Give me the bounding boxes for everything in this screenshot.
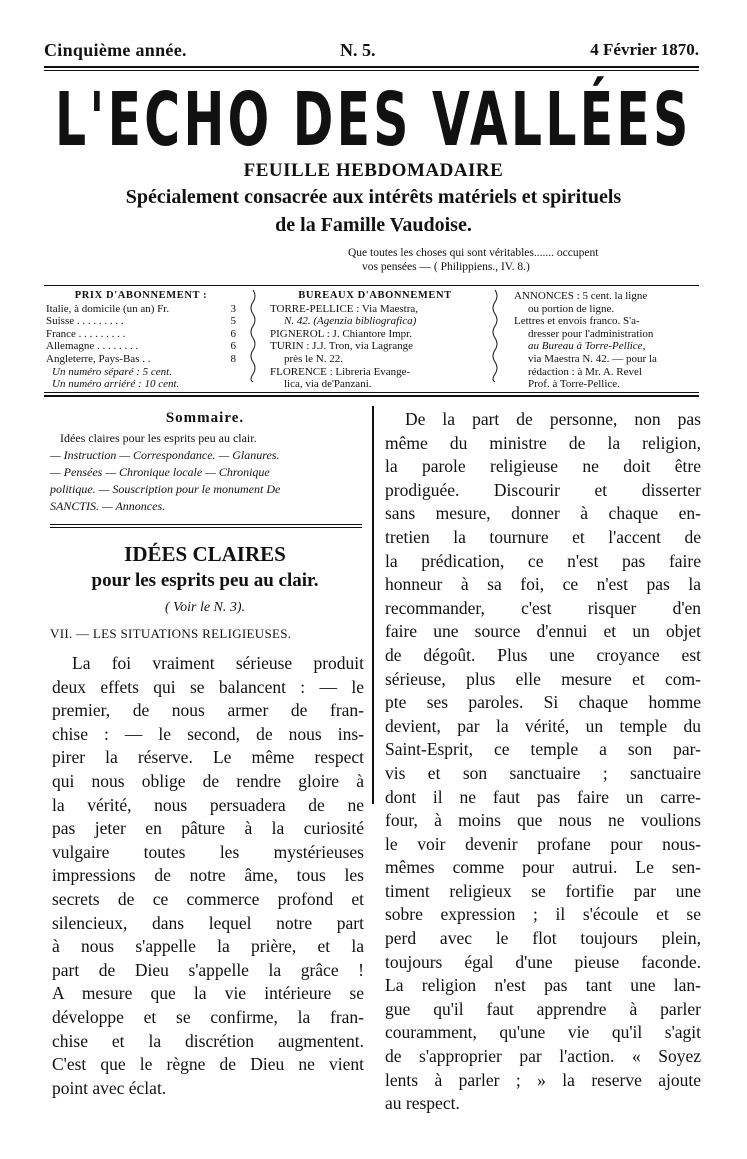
text-line: La religion n'est pas tant une lan- (385, 975, 701, 996)
top-rule (44, 66, 699, 68)
sommaire-line: SANCTIS. — Annonces. (50, 499, 166, 513)
epigraph (348, 246, 698, 274)
notice-line: rédaction : à Mr. A. Revel (528, 365, 642, 378)
subscription-offices (270, 290, 480, 391)
text-line: chise et la discrétion augmentent. (52, 1030, 364, 1051)
article-section-heading: VII. — LES SITUATIONS RELIGIEUSES. (50, 626, 292, 641)
text-line: C'est que le règne de Dieu ne vient (52, 1054, 364, 1075)
epigraph-line-2: vos pensées — ( Philippiens., IV. 8.) (362, 261, 530, 273)
price-value: 6 (230, 340, 236, 353)
notice-line: au Bureau à Torre-Pellice, (528, 340, 646, 353)
text-line: pirer la réserve. Le même respect (52, 747, 364, 768)
article-column-right (385, 408, 701, 1116)
text-line: deux effets qui se balancent : — le (52, 676, 364, 697)
sommaire-line: — Instruction — Correspondance. — Glanures. (50, 448, 280, 462)
subscription-prices (46, 290, 236, 391)
price-label: Angleterre, Pays-Bas . . (46, 352, 151, 365)
text-line: à nous s'appelle la prière, et la (52, 936, 364, 957)
text-line: Saint-Esprit, ce temple a son par- (385, 739, 701, 760)
price-row (46, 328, 236, 341)
info-rule-top (44, 285, 699, 286)
text-line: timent religieux se fortifie par une (385, 880, 701, 901)
text-line: La foi vraiment sérieuse produit (72, 653, 364, 673)
article-subtitle: pour les esprits peu au clair. (91, 570, 319, 591)
price-label: Allemagne . . . . . . . . (46, 340, 139, 353)
info-rule-bottom-thick (44, 395, 699, 397)
price-value: 3 (230, 302, 236, 315)
issue-line (44, 40, 699, 66)
article-reference: ( Voir le N. 3). (164, 600, 246, 615)
price-row (46, 303, 236, 316)
text-line: perd avec le flot toujours plein, (385, 928, 701, 949)
text-line: même du ministre de la religion, (385, 432, 701, 453)
price-value: 5 (230, 315, 236, 328)
text-line: vis et son sanctuaire ; sanctuaire (385, 762, 701, 783)
text-line: honneur à sa foi, ce n'est pas la (385, 574, 701, 595)
text-line: de dégoût. Plus une croyance est (385, 644, 701, 665)
notice-line: ANNONCES : 5 cent. la ligne (514, 290, 648, 302)
text-line: four, à moins que nous ne voulions (385, 810, 701, 831)
text-line: tretien la tournure et l'accent de (385, 526, 701, 547)
text-line: dont il ne faut pas faire un carre- (385, 786, 701, 807)
column-divider (372, 406, 374, 804)
text-line: secrets de ce commerce profond et (52, 888, 364, 909)
issue-number: N. 5. (340, 40, 376, 60)
text-line: pas jeter en pâture à la curiosité (52, 818, 364, 839)
text-line: lents à parler ; » la reserve ajoute (385, 1069, 701, 1090)
info-rule-bottom (44, 392, 699, 393)
notice-line: via Maestra N. 42. — pour la (528, 352, 657, 365)
price-value: 6 (230, 327, 236, 340)
office-line: TURIN : J.J. Tron, via Lagrange (270, 340, 413, 353)
price-value: 8 (230, 352, 236, 365)
masthead-wrapper (0, 77, 747, 163)
sommaire-rule (50, 524, 362, 525)
text-line: le voir devenir profane pour nous- (385, 833, 701, 854)
text-line: couramment, qu'une vie qu'il s'agit (385, 1022, 701, 1043)
text-line: devient, par la vérité, un temple du (385, 715, 701, 736)
bracket-divider-right (490, 288, 504, 384)
masthead-title: L'ECHO DES VALLÉES (55, 77, 692, 163)
price-row (46, 353, 236, 366)
text-line: au respect. (385, 1093, 460, 1114)
masthead-tagline: Spécialement consacrée aux intérêts matériels et spirituels (125, 186, 622, 208)
text-line: silencieux, dans lequel notre part (52, 912, 364, 933)
text-line: mêmes comme pour autrui. Le sen- (385, 857, 701, 878)
text-line: impressions de notre âme, tous les (52, 865, 364, 886)
sommaire-line: Idées claires pour les esprits peu au clair. (60, 431, 257, 445)
text-line: la prédication, ce n'est pas faire (385, 550, 701, 571)
text-line: pte ses paroles. Si chaque homme (385, 692, 701, 713)
text-line: développe et se confirme, la fran- (52, 1006, 364, 1027)
sommaire-rule-2 (50, 527, 362, 528)
office-line: PIGNEROL : J. Chiantore Impr. (270, 327, 412, 340)
price-row (46, 340, 236, 353)
notice-line: ou portion de ligne. (528, 302, 615, 315)
text-line: A mesure que la vie intérieure se (52, 983, 364, 1004)
office-line: lica, via de'Panzani. (284, 378, 372, 391)
text-line: la vérité, nous persuadera de ne (52, 794, 364, 815)
office-line: FLORENCE : Libreria Evange- (270, 365, 411, 378)
text-line: de s'approprier par l'action. « Soyez (385, 1046, 701, 1067)
text-line: sérieuse, plus elle mesure et com- (385, 668, 701, 689)
back-issue-price: Un numéro arriéré : 10 cent. (52, 378, 180, 391)
notice-line: Prof. à Torre-Pellice. (528, 378, 620, 391)
price-row (46, 315, 236, 328)
office-line: N. 42. (Agenzia bibliografica) (284, 315, 417, 328)
notices (514, 290, 702, 391)
sommaire-title: Sommaire. (165, 410, 245, 426)
price-label: France . . . . . . . . . (46, 327, 126, 340)
text-line: recommander, c'est risquer d'en (385, 597, 701, 618)
price-label: Italie, à domicile (un an) Fr. (46, 302, 170, 315)
masthead-tagline-2: de la Famille Vaudoise. (275, 214, 472, 236)
price-label: Suisse . . . . . . . . . (46, 315, 124, 328)
text-line: part de Dieu s'appelle la grâce ! (52, 959, 364, 980)
text-line: sans mesure, donner à chaque en- (385, 503, 701, 524)
epigraph-line-1: Que toutes les choses qui sont véritables....... occupent (348, 247, 599, 259)
sommaire-line: politique. — Souscription pour le monument De (50, 482, 281, 496)
text-line: toujours égal d'une pieuse faconde. (385, 951, 701, 972)
notice-line: dresser pour l'administration (528, 327, 654, 340)
masthead-subtitle: FEUILLE HEBDOMADAIRE (243, 160, 504, 181)
bracket-divider-left (248, 288, 262, 384)
text-line: chise : — le second, de nous ins- (52, 723, 364, 744)
text-line: gue qu'il faut apprendre à parler (385, 998, 701, 1019)
top-rule-thin (44, 70, 699, 71)
article-title: IDÉES CLAIRES (124, 542, 286, 566)
sommaire-line: — Pensées — Chronique locale — Chronique (50, 465, 270, 479)
issue-date: 4 Février 1870. (590, 40, 699, 59)
offices-heading: BUREAUX D'ABONNEMENT (298, 290, 452, 301)
subscription-heading: PRIX D'ABONNEMENT : (74, 290, 208, 301)
text-line: la parole religieuse ne doit être (385, 456, 701, 477)
office-line: TORRE-PELLICE : Via Maestra, (270, 302, 419, 315)
text-line: qui nous oblige de rendre gloire à (52, 770, 364, 791)
text-line: prodiguée. Discourir et disserter (385, 479, 701, 500)
text-line: De la part de personne, non pas (405, 409, 701, 429)
text-line: vulgaire toutes les mystérieuses (52, 841, 364, 862)
article-column-left (52, 652, 364, 1100)
notice-line: Lettres et envois franco. S'a- (514, 315, 640, 328)
office-line: près le N. 22. (284, 352, 343, 365)
text-line: sobre expression ; il s'écoule et se (385, 904, 701, 925)
text-line: point avec éclat. (52, 1077, 167, 1098)
issue-year: Cinquième année. (44, 40, 187, 60)
sommaire (50, 430, 362, 515)
text-line: faire une source d'ennui et un objet (385, 621, 701, 642)
text-line: premier, de nous armer de fran- (52, 700, 364, 721)
single-issue-price: Un numéro séparé : 5 cent. (52, 365, 172, 378)
